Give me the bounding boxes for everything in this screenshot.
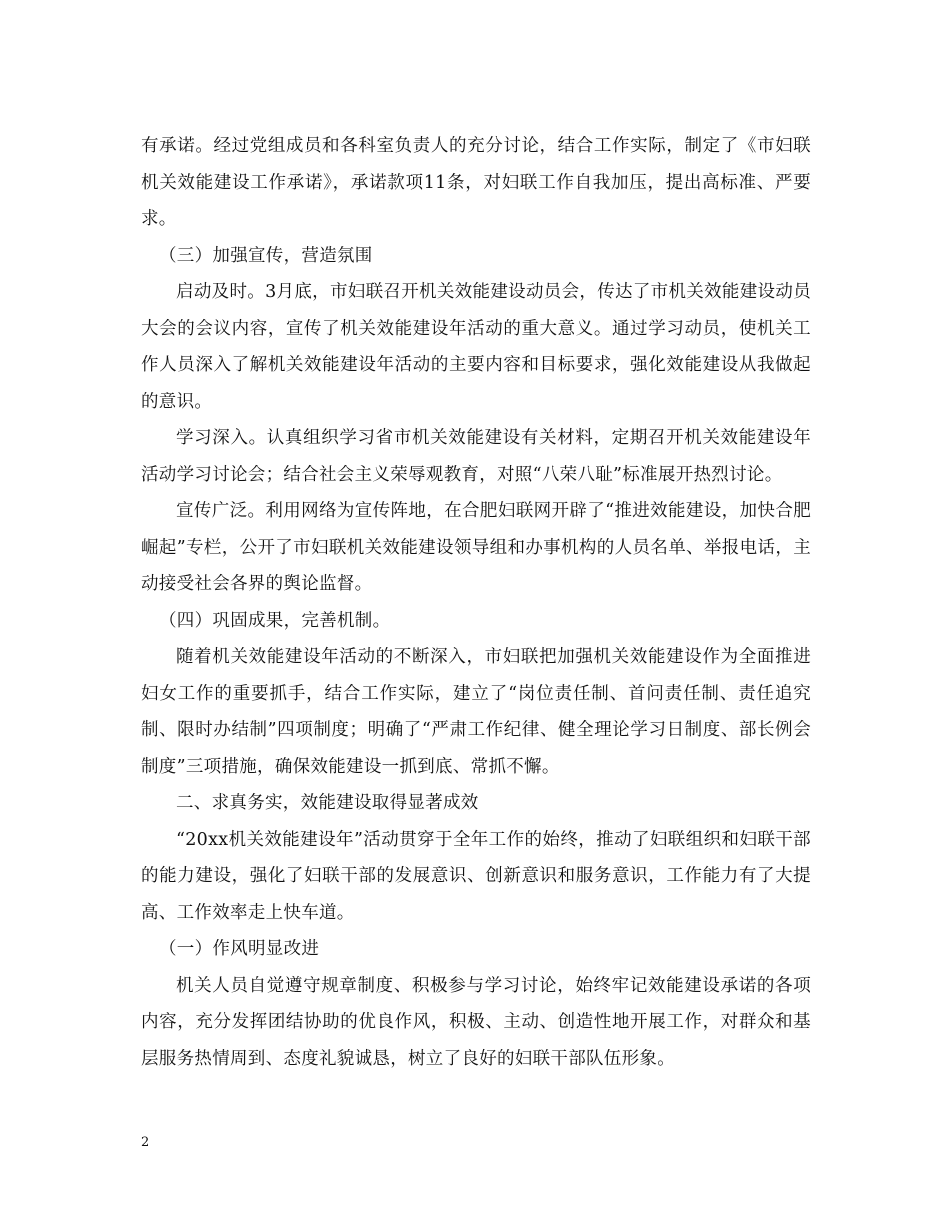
section-heading-1: （一）作风明显改进 — [159, 939, 320, 959]
paragraph-publicity: 宣传广泛。利用网络为宣传阵地，在合肥妇联网开辟了“推进效能建设，加快合肥崛起”专栏，公开了市妇联机关效能建设领导组和办事机构的人员名单、举报电话，主动接受社会各界的舆论监督。 — [141, 501, 811, 594]
paragraph-launch: 启动及时。3月底，市妇联召开机关效能建设动员会，传达了市机关效能建设动员大会的会议内容，宣传了机关效能建设年活动的重大意义。通过学习动员，使机关工作人员深入了解机关效能建设年活动的主要内容和目标要求，强化效能建设从我做起的意识。 — [141, 282, 811, 412]
paragraph-mechanism: 随着机关效能建设年活动的不断深入，市妇联把加强机关效能建设作为全面推进妇女工作的重要抓手，结合工作实际，建立了“岗位责任制、首问责任制、责任追究制、限时办结制”四项制度；明确了“严肃工作纪律、健全理论学习日制度、部长例会制度”三项措施，确保效能建设一抓到底、常抓不懈。 — [141, 647, 811, 777]
section-heading-3: （三）加强宣传，营造氛围 — [159, 245, 373, 266]
paragraph-results: “20xx机关效能建设年”活动贯穿于全年工作的始终，推动了妇联组织和妇联干部的能力建设，强化了妇联干部的发展意识、创新意识和服务意识，工作能力有了大提高、工作效率走上快车道。 — [141, 829, 811, 923]
document-body — [141, 128, 811, 1077]
paragraph-style: 机关人员自觉遵守规章制度、积极参与学习讨论，始终牢记效能建设承诺的各项内容，充分发挥团结协助的优良作风，积极、主动、创造性地开展工作，对群众和基层服务热情周到、态度礼貌诚恳，树立了良好的妇联干部队伍形象。 — [141, 975, 811, 1069]
paragraph-continuation: 有承诺。经过党组成员和各科室负责人的充分讨论，结合工作实际，制定了《市妇联机关效能建设工作承诺》，承诺款项11条，对妇联工作自我加压，提出高标准、严要求。 — [141, 136, 811, 229]
paragraph-study: 学习深入。认真组织学习省市机关效能建设有关材料，定期召开机关效能建设年活动学习讨论会；结合社会主义荣辱观教育，对照“八荣八耻”标准展开热烈讨论。 — [141, 428, 811, 485]
chapter-heading-2: 二、求真务实，效能建设取得显著成效 — [176, 793, 479, 813]
page-number: 2 — [141, 1135, 150, 1150]
section-heading-4: （四）巩固成果，完善机制。 — [159, 610, 391, 631]
